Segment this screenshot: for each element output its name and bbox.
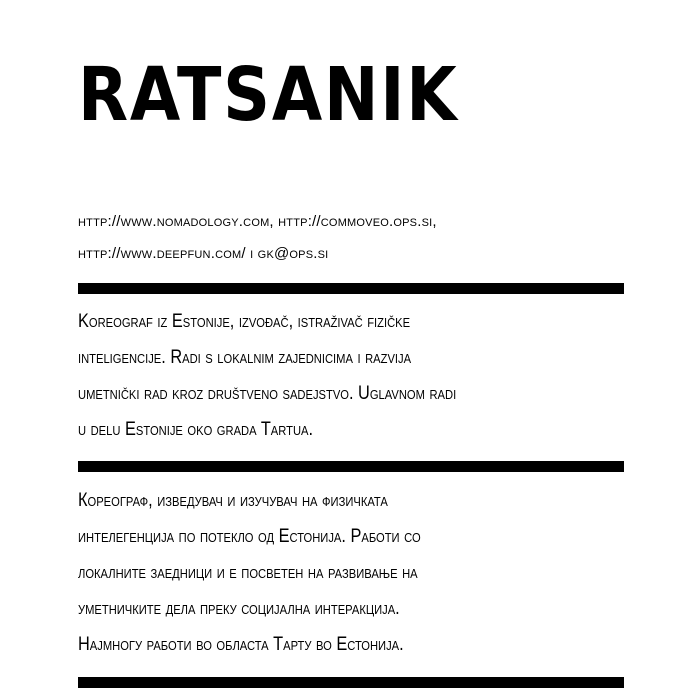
bio-serbian-line: umetnički rad kroz društveno sadejstvo. Uglavnom radi	[78, 383, 457, 404]
divider-top	[78, 283, 624, 294]
divider-middle	[78, 461, 624, 472]
divider-bottom	[78, 677, 624, 688]
bio-serbian-line: Koreograf iz Estonije, izvođač, istraživač fizičke	[78, 311, 411, 332]
page	[78, 0, 624, 700]
bio-macedonian-line: Кореограф, изведувач и изучувач на физичката	[78, 490, 388, 511]
bio-macedonian-line: интелегенција по потекло од Естонија. Работи со	[78, 526, 421, 547]
page-title: RATSANIK	[78, 52, 459, 138]
contact-links-line-2: http://www.deepfun.com/ i gk@ops.si	[78, 245, 329, 262]
bio-macedonian-line: уметничките дела преку социјална интеракција.	[78, 598, 400, 619]
bio-serbian-line: u delu Estonije oko grada Tartua.	[78, 419, 314, 440]
contact-links	[78, 206, 624, 270]
bio-serbian	[78, 304, 548, 448]
bio-macedonian-line: Најмногу работи во областа Тарту во Естонија.	[78, 634, 404, 655]
bio-macedonian-line: локалните заедници и е посветен на развивање на	[78, 562, 418, 583]
bio-macedonian	[78, 483, 548, 663]
contact-links-line-1: http://www.nomadology.com, http://commoveo.ops.si,	[78, 213, 437, 230]
bio-serbian-line: inteligencije. Radi s lokalnim zajednicima i razvija	[78, 347, 412, 368]
